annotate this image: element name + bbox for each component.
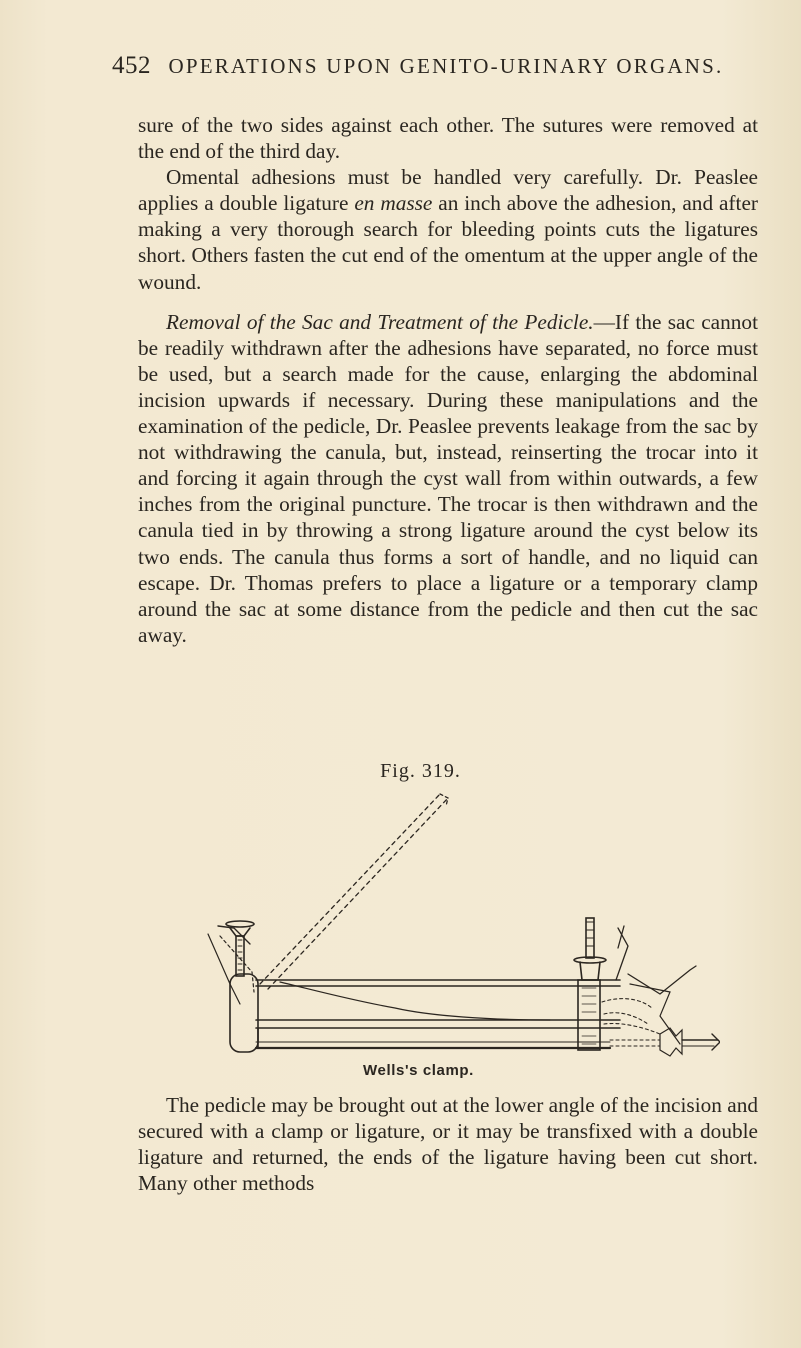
paragraph-text: an inch above the adhesion, and after making a very thorough search for bleeding points cuts the ligatures short. Others fasten the cut end of the omentum at the upper angle of the wound. [138,191,758,294]
paragraph-text: Omental adhesions must be handled very carefully. Dr. Peaslee applies a double ligature [138,165,758,216]
paragraph-omental-adhesions [138,164,758,294]
running-head [112,52,772,80]
text-block-bottom [138,1092,758,1196]
text-block-top [138,112,758,648]
paragraph-pedicle: The pedicle may be brought out at the lower angle of the incision and secured with a clamp or ligature, or it may be transfixed with a double ligature and returned, the ends of the ligature having been cut short. Many other methods [138,1093,758,1196]
figure-caption: Wells's clamp. [363,1062,474,1079]
paragraph-text: —If the sac cannot be readily withdrawn after the adhesions have separated, no force must be used, but a search made for the cause, enlarging the abdominal incision upwards if necessary. During these manipulations and the examination of the pedicle, Dr. Peaslee prevents leakage from the sac by not withdrawing the canula, but, instead, reinserting the trocar into it and forcing it again through the cyst wall from within outwards, a few inches from the original puncture. The trocar is then withdrawn and the canula tied in by throwing a strong ligature around the cyst below its two ends. The canula thus forms a sort of handle, and no liquid can escape. Dr. Thomas prefers to place a ligature or a temporary clamp around the sac at some distance from the pedicle and then cut the sac away. [138,309,758,647]
page-number: 452 [112,52,151,79]
paragraph-removal-of-sac [138,309,758,648]
section-heading: Removal of the Sac and Treatment of the Pedicle. [166,309,594,334]
running-title: OPERATIONS UPON GENITO-URINARY ORGANS. [168,54,724,78]
italic-phrase: en masse [354,191,433,216]
paragraph-continuation: sure of the two sides against each other. The sutures were removed at the end of the third day. [138,113,758,164]
figure-label: Fig. 319. [380,760,461,782]
wells-clamp-illustration [190,784,720,1074]
